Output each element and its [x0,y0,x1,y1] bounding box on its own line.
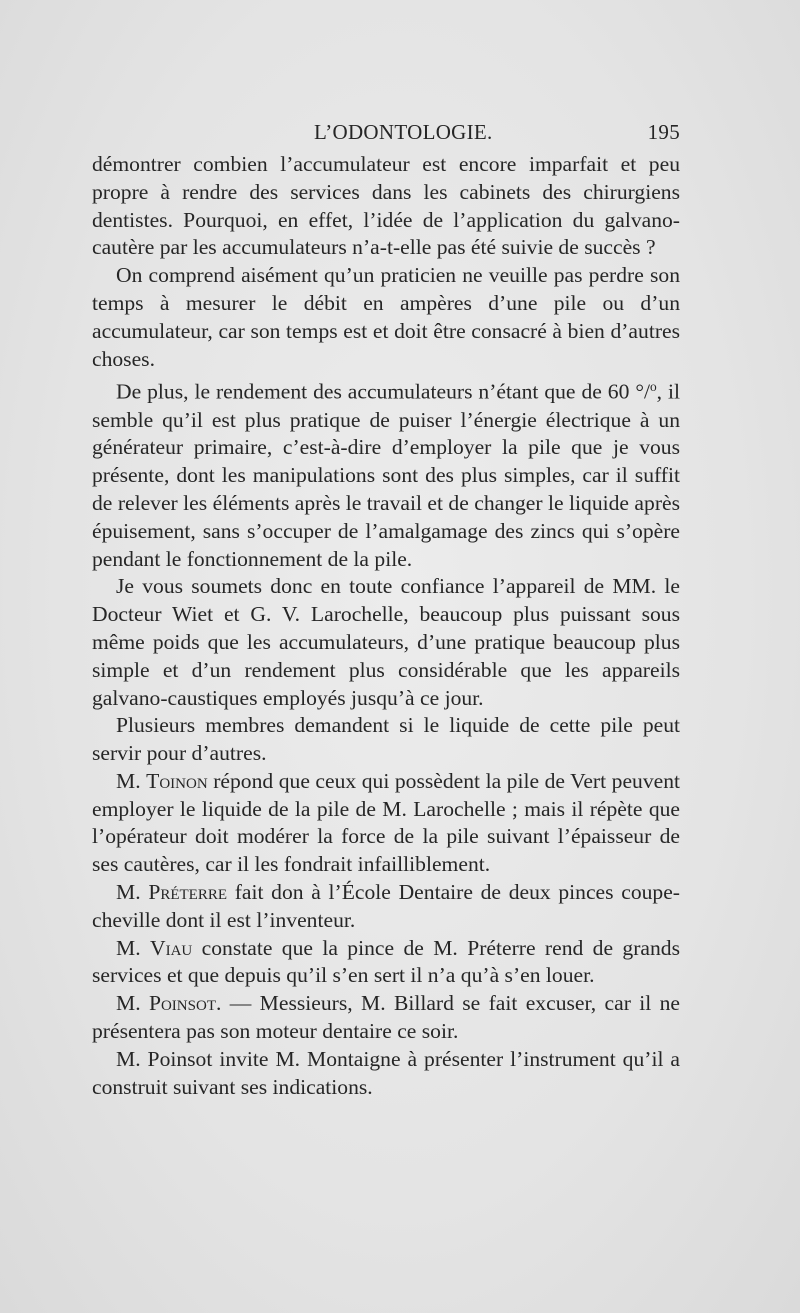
paragraph: De plus, le rendement des accumulateurs n’étant que de 60 °/$^o$, il semble qu’il est plus pratique de puiser l’énergie électrique à un générateur primaire, c’est-à-dire d’employer la pile que je vous présente, dont les manipulations sont des plus simples, car il suffit de relever les éléments après le travail et de changer le liquide après épuisement, sans s’occuper de l’amalgamage des zincs qui s’opère pendant le fonctionnement de la pile. [92,379,680,571]
page-header [92,112,680,146]
paragraph: M. Poinsot. — Messieurs, M. Billard se fait excuser, car il ne présentera pas son moteur dentaire ce soir. [92,991,680,1044]
paragraph: Je vous soumets donc en toute confiance l’appareil de MM. le Docteur Wiet et G. V. Larochelle, beaucoup plus puissant sous même poids que les accumulateurs, d’une pratique beaucoup plus simple et d’un rendement plus considérable que les appareils galvano-caustiques employés jusqu’à ce jour. [92,574,680,710]
page-number: 195 [647,120,680,144]
percent-sign: °/ [635,379,650,404]
running-title: L’ODONTOLOGIE. [314,120,493,144]
speaker-name: Poinsot. [148,991,222,1016]
paragraph: On comprend aisément qu’un praticien ne veuille pas perdre son temps à mesurer le débit en ampères d’une pile ou d’un accumulateur, car son temps est et doit être consacré à bien d’autres choses. [92,263,680,371]
paragraph: M. Viau constate que la pince de M. Préterre rend de grands services et que depuis qu’il s’en sert il n’a qu’à s’en louer. [92,935,680,988]
body-text [92,151,680,1101]
paragraph: Plusieurs membres demandent si le liquide de cette pile peut servir pour d’autres. [92,713,680,766]
paragraph: M. Toinon répond que ceux qui possèdent la pile de Vert peuvent employer le liquide de la pile de M. Larochelle ; mais il répète que l’opérateur doit modérer la force de la pile suivant l’épaisseur de ses cautères, car il les fondrait infailliblement. [92,768,681,877]
speaker-name: Viau [150,935,193,960]
paragraph: M. Préterre fait don à l’École Dentaire de deux pinces coupe-cheville dont il est l’inventeur. [92,880,680,932]
paragraph: M. Poinsot invite M. Montaigne à présenter l’instrument qu’il a construit suivant ses indications. [92,1046,680,1099]
speaker-name: Préterre [148,880,227,905]
speaker-name: Toinon [146,768,208,793]
paragraph: démontrer combien l’accumulateur est encore imparfait et peu propre à rendre des services dans les cabinets des chirurgiens dentistes. Pourquoi, en effet, l’idée de l’application du galvano-cautère par les accumulateurs n’a-t-elle pas été suivie de succès ? [92,152,680,260]
percent-subscript: o [649,379,657,395]
